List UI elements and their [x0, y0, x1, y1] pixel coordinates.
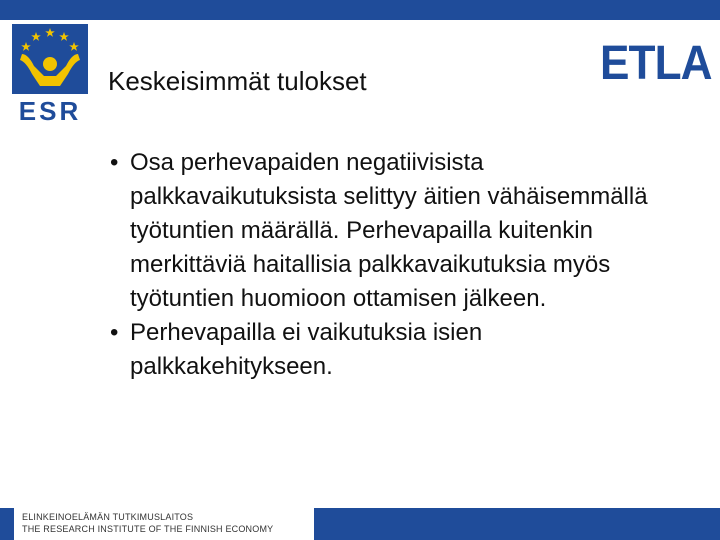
footer-line-english: THE RESEARCH INSTITUTE OF THE FINNISH ECONOMY [22, 524, 274, 534]
bullet-list [108, 146, 668, 384]
footer-accent [0, 508, 6, 540]
esr-logo [8, 24, 92, 122]
top-banner [0, 0, 720, 20]
etla-logo: ETLA [600, 37, 712, 90]
esr-letters [19, 96, 81, 122]
svg-text:ESR: ESR [18, 96, 82, 122]
bullet-text: Osa perhevapaiden negatiivisista palkkavaikutuksista selittyy äitien vähäisemmällä työtuntien määrällä. Perhevapailla kuitenkin merkittäviä haitallisia palkkavaikutuksia myös työtuntien huomioon ottamisen jälkeen. [130, 149, 648, 312]
footer-line-finnish: ELINKEINOELÄMÄN TUTKIMUSLAITOS [22, 512, 194, 522]
bullet-item [108, 316, 668, 384]
bullet-dot-icon: • [110, 319, 119, 346]
bullet-dot-icon: • [110, 149, 119, 176]
bullet-item [108, 146, 668, 316]
footer-institute-name [22, 511, 273, 535]
bullet-text: Perhevapailla ei vaikutuksia isien palkkakehitykseen. [130, 319, 483, 380]
slide-title: Keskeisimmät tulokset [108, 66, 367, 96]
